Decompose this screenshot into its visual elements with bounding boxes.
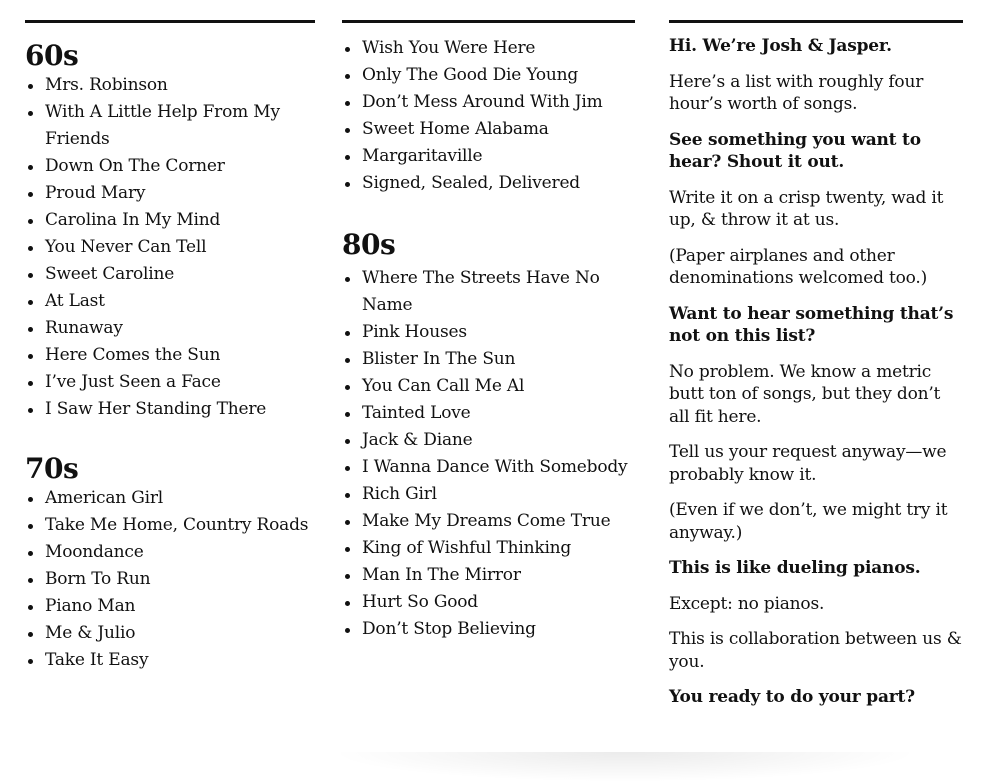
heading-80s: 80s [342, 228, 396, 261]
intro-heading-not-on-list: Want to hear something that’s not on this list? [669, 303, 954, 346]
list-item: I Wanna Dance With Somebody [342, 454, 635, 481]
intro-greeting: Hi. We’re Josh & Jasper. [669, 36, 892, 56]
intro-paragraph: This is collaboration between us & you. [669, 629, 962, 672]
list-item: Take It Easy [25, 647, 315, 674]
songs-70s-list-continued [342, 35, 635, 197]
list-item: Born To Run [25, 566, 315, 593]
list-item: Man In The Mirror [342, 562, 635, 589]
list-item: Here Comes the Sun [25, 342, 315, 369]
list-item: Hurt So Good [342, 589, 635, 616]
list-item: Only The Good Die Young [342, 62, 635, 89]
list-item: King of Wishful Thinking [342, 535, 635, 562]
songs-80s-list [342, 265, 635, 643]
list-item: Tainted Love [342, 400, 635, 427]
list-item: Make My Dreams Come True [342, 508, 635, 535]
list-item: You Can Call Me Al [342, 373, 635, 400]
list-item: Carolina In My Mind [25, 207, 315, 234]
list-item: Margaritaville [342, 143, 635, 170]
list-item: With A Little Help From My Friends [25, 99, 315, 153]
list-item: At Last [25, 288, 315, 315]
intro-heading-dueling: This is like dueling pianos. [669, 558, 921, 578]
intro-paragraph: Here’s a list with roughly four hour’s worth of songs. [669, 71, 924, 114]
list-item: Runaway [25, 315, 315, 342]
intro-paragraph: (Even if we don’t, we might try it anyway.) [669, 500, 948, 543]
list-item: Take Me Home, Country Roads [25, 512, 315, 539]
bottom-shadow [330, 752, 920, 782]
list-item: Don’t Mess Around With Jim [342, 89, 635, 116]
list-item: Proud Mary [25, 180, 315, 207]
list-item: Sweet Caroline [25, 261, 315, 288]
list-item: Me & Julio [25, 620, 315, 647]
list-item: You Never Can Tell [25, 234, 315, 261]
songs-70s-list [25, 485, 315, 674]
list-item: Moondance [25, 539, 315, 566]
intro-paragraph: Write it on a crisp twenty, wad it up, & throw it at us. [669, 187, 944, 230]
column-middle [342, 20, 635, 643]
list-item: Sweet Home Alabama [342, 116, 635, 143]
intro-heading-ready: You ready to do your part? [669, 687, 915, 707]
songs-60s-list [25, 72, 315, 423]
intro-paragraph: Tell us your request anyway—we probably know it. [669, 442, 947, 485]
list-item: Signed, Sealed, Delivered [342, 170, 635, 197]
intro-paragraph: Except: no pianos. [669, 593, 825, 614]
list-item: Blister In The Sun [342, 346, 635, 373]
list-item: Mrs. Robinson [25, 72, 315, 99]
list-item: Rich Girl [342, 481, 635, 508]
column-left [25, 20, 315, 674]
intro-paragraph: (Paper airplanes and other denominations welcomed too.) [669, 245, 928, 288]
list-item: American Girl [25, 485, 315, 512]
heading-70s: 70s [25, 452, 79, 485]
list-item: Wish You Were Here [342, 35, 635, 62]
list-item: Piano Man [25, 593, 315, 620]
list-item: Pink Houses [342, 319, 635, 346]
list-item: I Saw Her Standing There [25, 396, 315, 423]
list-item: Jack & Diane [342, 427, 635, 454]
intro-heading-request: See something you want to hear? Shout it out. [669, 129, 921, 172]
list-item: I’ve Just Seen a Face [25, 369, 315, 396]
list-item: Don’t Stop Believing [342, 616, 635, 643]
heading-60s: 60s [25, 39, 79, 72]
column-right-intro [669, 20, 963, 722]
list-item: Where The Streets Have No Name [342, 265, 635, 319]
intro-paragraph: No problem. We know a metric butt ton of songs, but they don’t all fit here. [669, 361, 941, 427]
list-item: Down On The Corner [25, 153, 315, 180]
